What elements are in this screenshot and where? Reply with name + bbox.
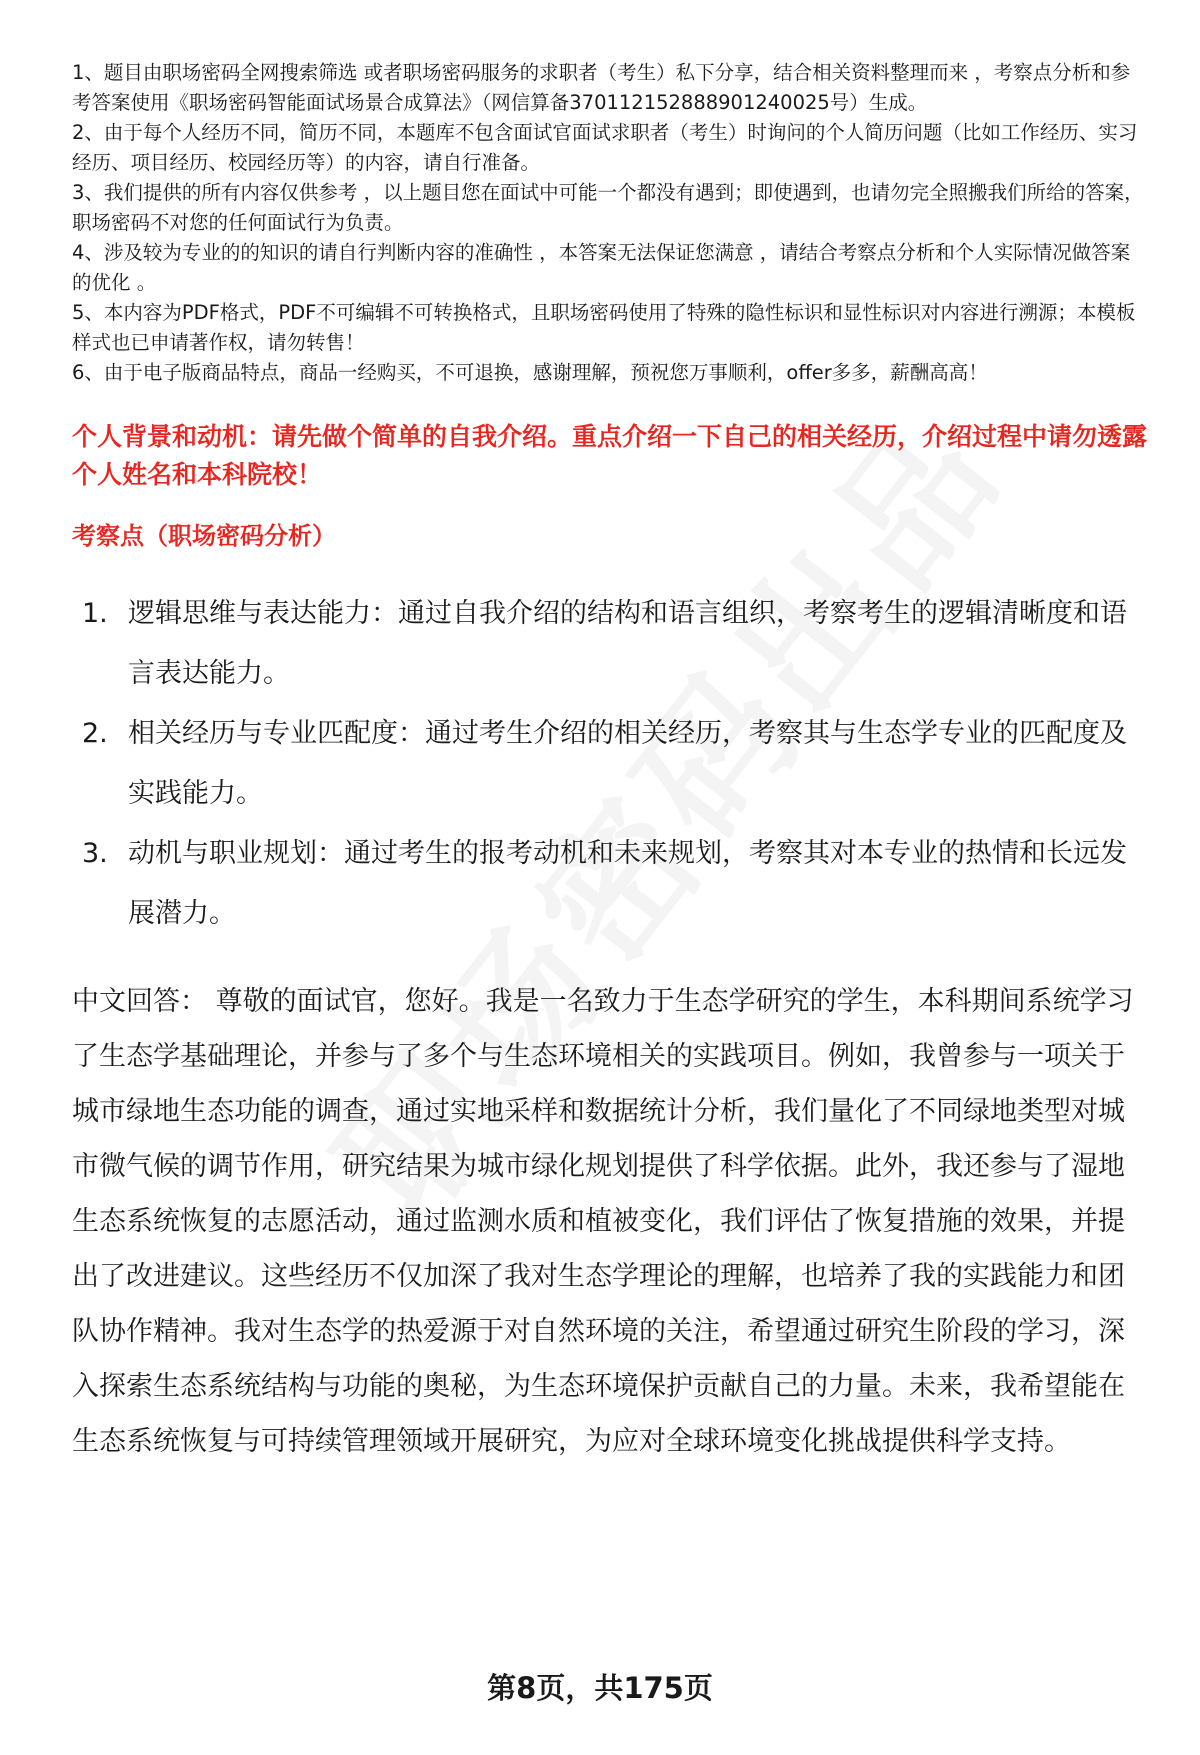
- page-number: 第8页，共175页: [487, 1671, 713, 1705]
- analysis-heading: 考察点（职场密码分析）: [72, 522, 336, 550]
- analysis-point: [72, 824, 1148, 944]
- document-page: [72, 58, 1148, 1469]
- notice-item: 2、由于每个人经历不同，简历不同，本题库不包含面试官面试求职者（考生）时询问的个人简历问题（比如工作经历、实习经历、项目经历、校园经历等）的内容，请自行准备。: [72, 121, 1138, 174]
- notice-item: 1、题目由职场密码全网搜索筛选 或者职场密码服务的求职者（考生）私下分享，结合相关资料整理而来 ，考察点分析和参考答案使用《职场密码智能面试场景合成算法》（网信算备370112152888901240025号）生成。: [72, 61, 1131, 114]
- point-text: 逻辑思维与表达能力：通过自我介绍的结构和语言组织，考察考生的逻辑清晰度和语言表达能力。: [128, 598, 1127, 689]
- point-text: 动机与职业规划：通过考生的报考动机和未来规划，考察其对本专业的热情和长远发展潜力。: [128, 838, 1127, 929]
- point-number: 3.: [82, 838, 108, 869]
- point-text: 相关经历与专业匹配度：通过考生介绍的相关经历，考察其与生态学专业的匹配度及实践能力。: [128, 718, 1127, 809]
- point-number: 1.: [82, 598, 108, 629]
- analysis-point: [72, 584, 1148, 704]
- notice-item: 6、由于电子版商品特点，商品一经购买，不可退换，感谢理解，预祝您万事顺利，offer多多，薪酬高高！: [72, 361, 988, 384]
- notice-item: 3、我们提供的所有内容仅供参考 ，以上题目您在面试中可能一个都没有遇到；即使遇到，也请勿完全照搬我们所给的答案，职场密码不对您的任何面试行为负责。: [72, 181, 1144, 234]
- notice-list: [72, 58, 1148, 388]
- analysis-point: [72, 704, 1148, 824]
- answer-paragraph: 中文回答： 尊敬的面试官，您好。我是一名致力于生态学研究的学生，本科期间系统学习了生态学基础理论，并参与了多个与生态环境相关的实践项目。例如，我曾参与一项关于城市绿地生态功能的调查，通过实地采样和数据统计分析，我们量化了不同绿地类型对城市微气候的调节作用，研究结果为城市绿化规划提供了科学依据。此外，我还参与了湿地生态系统恢复的志愿活动，通过监测水质和植被变化，我们评估了恢复措施的效果，并提出了改进建议。这些经历不仅加深了我对生态学理论的理解，也培养了我的实践能力和团队协作精神。我对生态学的热爱源于对自然环境的关注，希望通过研究生阶段的学习，深入探索生态系统结构与功能的奥秘，为生态环境保护贡献自己的力量。未来，我希望能在生态系统恢复与可持续管理领域开展研究，为应对全球环境变化挑战提供科学支持。: [72, 986, 1134, 1457]
- point-number: 2.: [82, 718, 108, 749]
- notice-item: 5、本内容为PDF格式，PDF不可编辑不可转换格式，且职场密码使用了特殊的隐性标识和显性标识对内容进行溯源；本模板样式也已申请著作权，请勿转售！: [72, 301, 1136, 354]
- question-heading: 个人背景和动机：请先做个简单的自我介绍。重点介绍一下自己的相关经历，介绍过程中请勿透露个人姓名和本科院校！: [72, 422, 1148, 489]
- notice-item: 4、涉及较为专业的的知识的请自行判断内容的准确性 ，本答案无法保证您满意 ，请结合考察点分析和个人实际情况做答案的优化 。: [72, 241, 1131, 294]
- analysis-points: [72, 584, 1148, 944]
